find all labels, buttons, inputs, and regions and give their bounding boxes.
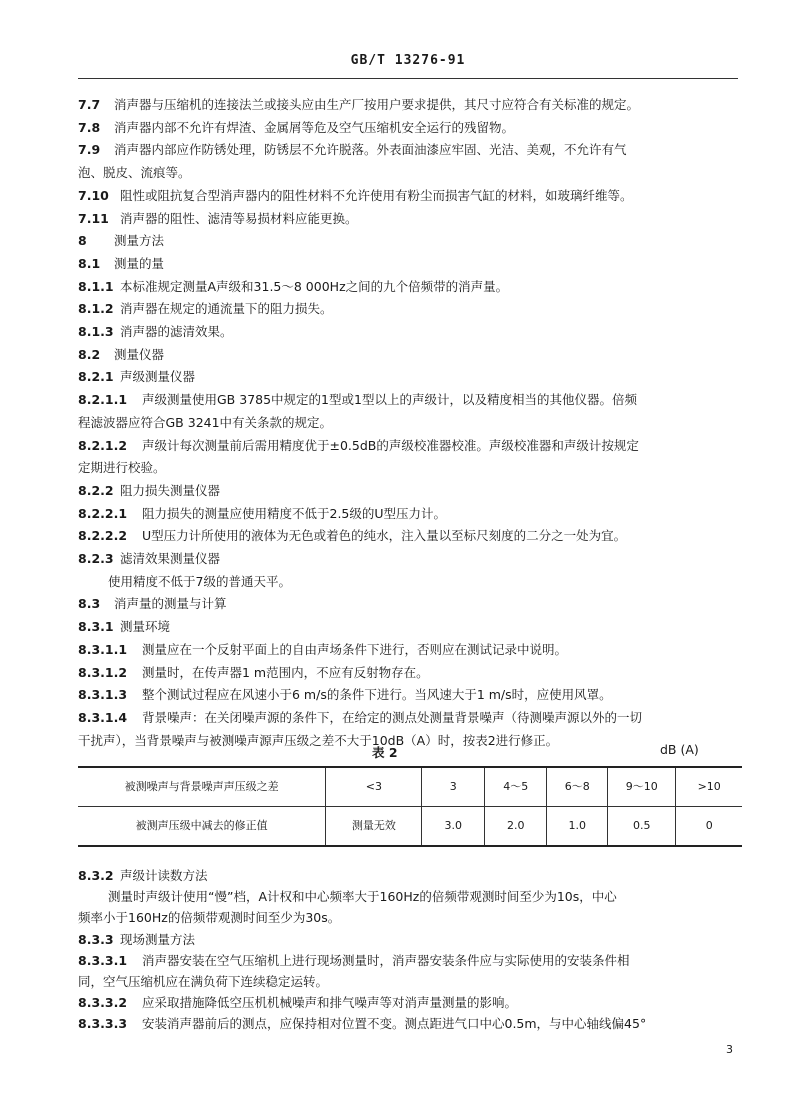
- text-line: [78, 460, 743, 477]
- clause-text: 消声量的测量与计算: [114, 596, 227, 612]
- clause-number: 7.11: [78, 210, 109, 226]
- table-cell: 4～5: [484, 767, 547, 807]
- clause-text: 干扰声），当背景噪声与被测噪声源声压级之差不大于10dB（A）时，按表2进行修正。: [78, 732, 559, 748]
- clause-text: 消声器的阻性、滤清等易损材料应能更换。: [120, 210, 358, 226]
- clause-text: 消声器与压缩机的连接法兰或接头应由生产厂按用户要求提供，其尺寸应符合有关标准的规定。: [114, 97, 640, 112]
- table-cell: 0: [676, 807, 742, 847]
- table-cell: 2.0: [484, 807, 547, 847]
- text-line: [78, 165, 743, 182]
- text-line: [78, 233, 743, 250]
- text-line: [78, 1016, 743, 1033]
- text-line: [78, 188, 743, 205]
- clause-text: 程滤波器应符合GB 3241中有关条款的规定。: [78, 414, 333, 430]
- text-line: [78, 910, 743, 927]
- text-line: [78, 733, 743, 750]
- clause-number: 8.2.1.2: [78, 437, 128, 453]
- clause-number: 8.1.2: [78, 301, 114, 317]
- text-line: [78, 932, 743, 949]
- text-line: [78, 347, 743, 364]
- header-rule: [78, 78, 738, 79]
- text-line: [78, 868, 743, 885]
- text-line: [78, 483, 743, 500]
- clause-number: 8.3.1.3: [78, 687, 128, 703]
- clause-number: 7.7: [78, 97, 101, 112]
- text-line: [78, 324, 743, 341]
- clause-text: 应采取措施降低空压机机械噪声和排气噪声等对消声量测量的影响。: [142, 995, 518, 1011]
- page-number: 3: [726, 1043, 733, 1056]
- clause-text: 声级计每次测量前后需用精度优于±0.5dB的声级校准器校准。声级校准器和声级计按规定: [142, 437, 639, 453]
- clause-text: U型压力计所使用的液体为无色或着色的纯水，注入量以至标尺刻度的二分之一处为宜。: [142, 528, 627, 544]
- text-line: [78, 995, 743, 1012]
- clause-number: 8.2.1: [78, 369, 114, 385]
- table-cell: 3.0: [422, 807, 485, 847]
- clause-number: 7.8: [78, 119, 101, 135]
- clause-text: 测量应在一个反射平面上的自由声场条件下进行，否则应在测试记录中说明。: [142, 641, 568, 657]
- table-row: [78, 767, 742, 807]
- clause-text: 测量环境: [120, 619, 171, 635]
- table-cell: 被测声压级中减去的修正值: [78, 807, 326, 847]
- clause-number: 8.2.2: [78, 482, 114, 498]
- clause-number: 8.3: [78, 596, 101, 612]
- clause-text: 声级测量仪器: [120, 369, 196, 385]
- table-cell: 6～8: [547, 767, 608, 807]
- clause-number: 7.10: [78, 187, 109, 203]
- clause-text: 声级计读数方法: [120, 868, 208, 883]
- text-line: [78, 619, 743, 636]
- clause-text: 使用精度不低于7级的普通天平。: [108, 573, 291, 589]
- clause-number: 8.1: [78, 255, 101, 271]
- clause-text: 滤清效果测量仪器: [120, 551, 221, 566]
- text-line: [78, 392, 743, 409]
- clause-text: 定期进行校验。: [78, 460, 166, 476]
- table-cell: 被测噪声与背景噪声声压级之差: [78, 767, 326, 807]
- clause-text: 阻力损失测量仪器: [120, 482, 221, 498]
- text-line: [78, 211, 743, 228]
- table-cell: <3: [326, 767, 422, 807]
- clause-number: 8.3.1.2: [78, 664, 128, 680]
- clause-text: 测量时声级计使用“慢”档，A计权和中心频率大于160Hz的倍频带观测时间至少为10s，中心: [108, 889, 617, 905]
- text-line: [78, 97, 743, 114]
- text-line: [78, 642, 743, 659]
- clause-number: 8.3.1: [78, 619, 114, 635]
- clause-text: 背景噪声：在关闭噪声源的条件下，在给定的测点处测量背景噪声（待测噪声源以外的一切: [142, 709, 643, 725]
- clause-number: 8.2.1.1: [78, 392, 128, 408]
- correction-table: [78, 766, 742, 847]
- clause-number: 8.3.3.1: [78, 952, 128, 968]
- text-line: [78, 256, 743, 273]
- clause-text: 本标准规定测量A声级和31.5～8 000Hz之间的九个倍频带的消声量。: [120, 278, 509, 294]
- text-line: [78, 438, 743, 455]
- clause-text: 消声器内部不允许有焊渣、金属屑等危及空气压缩机安全运行的残留物。: [114, 119, 515, 135]
- clause-text: 同，空气压缩机应在满负荷下连续稳定运转。: [78, 974, 329, 989]
- clause-text: 消声器在规定的通流量下的阻力损失。: [120, 301, 333, 317]
- clause-text: 现场测量方法: [120, 931, 196, 947]
- text-line: [78, 279, 743, 296]
- clause-text: 阻性或阻抗复合型消声器内的阻性材料不允许使用有粉尘而损害气缸的材料，如玻璃纤维等。: [120, 187, 633, 203]
- table-caption: 表 2: [372, 745, 398, 760]
- clause-number: 7.9: [78, 142, 101, 158]
- clause-number: 8.3.2: [78, 868, 114, 883]
- clause-number: 8.3.3.2: [78, 995, 128, 1011]
- text-line: [78, 369, 743, 386]
- clause-number: 8.1.3: [78, 324, 114, 339]
- clause-number: 8.3.3: [78, 931, 114, 947]
- text-line: [78, 142, 743, 159]
- clause-number: 8.3.1.4: [78, 709, 128, 725]
- table-row: [78, 807, 742, 847]
- clause-text: 测量的量: [114, 255, 165, 271]
- clause-number: 8.2: [78, 346, 101, 362]
- standard-header: GB/T 13276-91: [350, 53, 466, 68]
- table-cell: 3: [422, 767, 485, 807]
- text-line: [78, 710, 743, 727]
- clause-text: 泡、脱皮、流痕等。: [78, 165, 191, 181]
- text-line: [78, 120, 743, 137]
- text-line: [78, 301, 743, 318]
- text-line: [108, 574, 773, 591]
- text-line: [78, 506, 743, 523]
- clause-number: 8.2.2.2: [78, 528, 128, 544]
- table-unit: dB (A): [660, 742, 699, 757]
- table-cell: 测量无效: [326, 807, 422, 847]
- clause-number: 8: [78, 233, 87, 249]
- text-line: [78, 528, 743, 545]
- clause-text: 声级测量使用GB 3785中规定的1型或1型以上的声级计，以及精度相当的其他仪器。倍频: [142, 392, 637, 408]
- clause-text: 消声器的滤清效果。: [120, 324, 233, 339]
- table-cell: 0.5: [607, 807, 675, 847]
- clause-text: 消声器内部应作防锈处理，防锈层不允许脱落。外表面油漆应牢固、光洁、美观，不允许有气: [114, 142, 627, 158]
- table-cell: >10: [676, 767, 742, 807]
- text-line: [78, 974, 743, 991]
- text-line: [78, 415, 743, 432]
- text-line: [78, 687, 743, 704]
- clause-text: 阻力损失的测量应使用精度不低于2.5级的U型压力计。: [142, 505, 447, 521]
- table-cell: 9～10: [607, 767, 675, 807]
- table-cell: 1.0: [547, 807, 608, 847]
- clause-text: 整个测试过程应在风速小于6 m/s的条件下进行。当风速大于1 m/s时，应使用风罩。: [142, 687, 612, 703]
- clause-text: 测量时，在传声器1 m范围内，不应有反射物存在。: [142, 664, 429, 680]
- clause-number: 8.1.1: [78, 278, 114, 294]
- clause-number: 8.2.2.1: [78, 505, 128, 521]
- clause-text: 测量仪器: [114, 346, 165, 362]
- text-line: [78, 596, 743, 613]
- text-line: [78, 551, 743, 568]
- clause-text: 消声器安装在空气压缩机上进行现场测量时，消声器安装条件应与实际使用的安装条件相: [142, 952, 630, 968]
- clause-number: 8.2.3: [78, 551, 114, 566]
- text-line: [78, 665, 743, 682]
- clause-text: 频率小于160Hz的倍频带观测时间至少为30s。: [78, 910, 341, 926]
- clause-number: 8.3.1.1: [78, 641, 128, 657]
- clause-number: 8.3.3.3: [78, 1016, 128, 1032]
- text-line: [108, 889, 773, 906]
- clause-text: 测量方法: [114, 233, 165, 249]
- text-line: [78, 953, 743, 970]
- clause-text: 安装消声器前后的测点，应保持相对位置不变。测点距进气口中心0.5m，与中心轴线偏45°: [142, 1016, 647, 1032]
